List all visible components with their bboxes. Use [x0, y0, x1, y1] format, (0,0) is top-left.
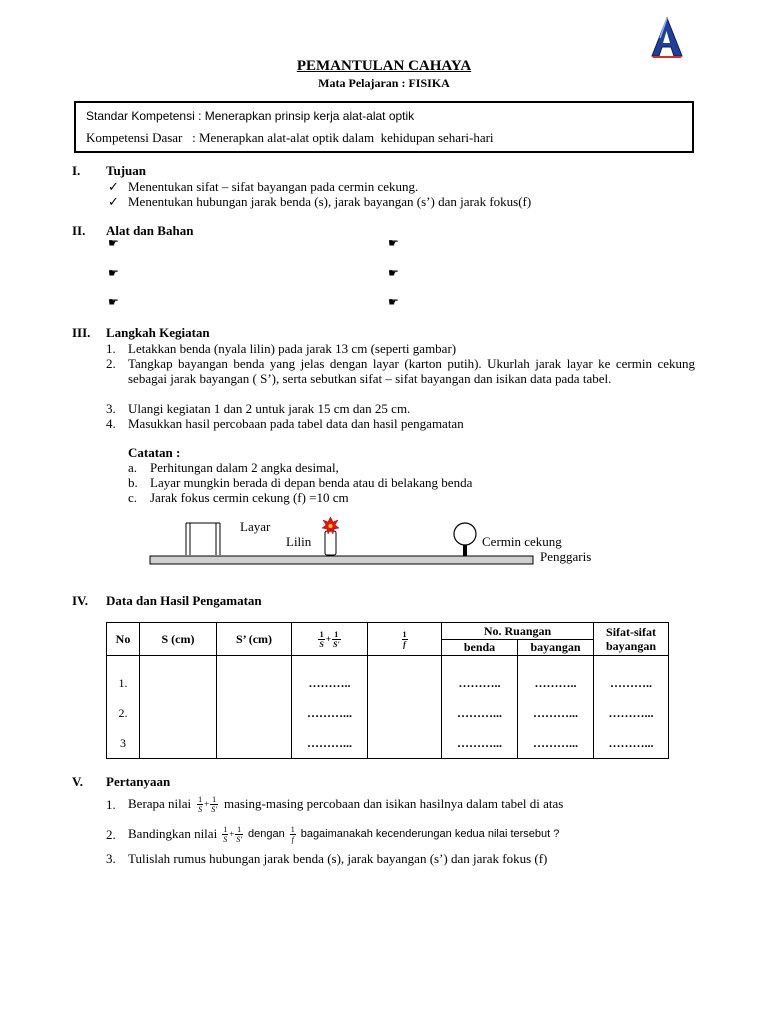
section-3-heading: Langkah Kegiatan	[106, 325, 210, 340]
checkmark-icon: ✓	[108, 179, 119, 194]
one-over-f-formula: $\frac{1}{f}$	[290, 824, 295, 844]
header-no: No	[107, 623, 140, 656]
section-4-number: IV.	[72, 593, 89, 608]
catatan-heading: Catatan :	[128, 445, 181, 460]
pointing-hand-icon: ☛	[388, 236, 399, 250]
section-3-number: III.	[72, 325, 91, 340]
header-sifat-bayangan: Sifat-sifat bayangan	[594, 623, 669, 656]
ruler-penggaris-shape	[150, 556, 533, 564]
kompetensi-box	[74, 101, 694, 153]
tujuan-item: Menentukan sifat – sifat bayangan pada cermin cekung.	[128, 179, 419, 194]
header-s-prime: S’ (cm)	[217, 623, 292, 656]
question-number: 1.	[106, 797, 116, 812]
header-sum-fraction: $\frac{1}{S}$ + $\frac{1}{S'}$	[292, 623, 368, 656]
step-text: Letakkan benda (nyala lilin) pada jarak 13 cm (seperti gambar)	[128, 341, 457, 356]
header-bayangan: bayangan	[518, 640, 594, 656]
note-text: Layar mungkin berada di depan benda atau di belakang benda	[150, 475, 473, 490]
pointing-hand-icon: ☛	[388, 295, 399, 309]
header-s: S (cm)	[140, 623, 217, 656]
page-title: PEMANTULAN CAHAYA	[296, 58, 472, 74]
label-penggaris: Penggaris	[540, 549, 592, 564]
label-cermin-cekung: Cermin cekung	[482, 534, 562, 549]
section-1-number: I.	[72, 163, 81, 178]
no-column: 1. 2. 3	[107, 656, 140, 759]
tujuan-item: Menentukan hubungan jarak benda (s), jarak bayangan (s’) dan jarak fokus(f)	[128, 194, 532, 209]
sum-column: ……….. ………... ………...	[292, 656, 368, 759]
concave-mirror-shape	[454, 523, 476, 556]
pointing-hand-icon: ☛	[108, 236, 119, 250]
question-number: 2.	[106, 827, 116, 842]
page-subtitle: Mata Pelajaran : FISIKA	[318, 76, 450, 90]
step-number: 4.	[106, 416, 116, 431]
section-2-heading: Alat dan Bahan	[106, 223, 194, 238]
step-number: 2.	[106, 356, 116, 371]
question-number: 3.	[106, 851, 116, 866]
header-one-over-f: $\frac{1}{f}$	[368, 623, 442, 656]
pointing-hand-icon: ☛	[108, 295, 119, 309]
note-text: Perhitungan dalam 2 angka desimal,	[150, 460, 339, 475]
question-2: Bandingkan nilai $\frac{1}{S}$ + $\frac{1}{S'}$ dengan $\frac{1}{f}$ bagaimanakah kecenderungan kedua nilai tersebut ?	[128, 824, 560, 844]
sum-fraction-formula: $\frac{1}{S}$ + $\frac{1}{S'}$	[198, 794, 217, 814]
table-body-row	[107, 656, 669, 759]
screen-layar-shape	[186, 523, 220, 555]
step-number: 1.	[106, 341, 116, 356]
pointing-hand-icon: ☛	[108, 266, 119, 280]
note-letter: c.	[128, 490, 138, 505]
bayangan-column: ……….. ………... ………...	[518, 656, 594, 759]
section-2-number: II.	[72, 223, 86, 238]
pointing-hand-icon: ☛	[388, 266, 399, 280]
one-over-f-column	[368, 656, 442, 759]
sifat-column: ……….. ………... ………...	[594, 656, 669, 759]
s-column	[140, 656, 217, 759]
data-table	[106, 622, 669, 759]
step-text: Ulangi kegiatan 1 dan 2 untuk jarak 15 cm dan 25 cm.	[128, 401, 411, 416]
question-3: Tulislah rumus hubungan jarak benda (s), jarak bayangan (s’) dan jarak fokus (f)	[128, 851, 548, 866]
sum-fraction-formula: $\frac{1}{S}$ + $\frac{1}{S'}$	[223, 824, 242, 844]
note-letter: b.	[128, 475, 138, 490]
note-letter: a.	[128, 460, 138, 475]
s-prime-column	[217, 656, 292, 759]
kompetensi-dasar: Kompetensi Dasar : Menerapkan alat-alat optik dalam kehidupan sehari-hari	[86, 130, 494, 145]
section-4-heading: Data dan Hasil Pengamatan	[106, 593, 262, 608]
note-text: Jarak fokus cermin cekung (f) =10 cm	[150, 490, 349, 505]
step-text: Tangkap bayangan benda yang jelas dengan layar (karton putih). Ukurlah jarak layar ke cermin cekung sebagai jarak bayangan ( S’), serta sebutkan sifat – sifat bayangan dan isikan data pada tabel.	[128, 356, 695, 386]
label-layar: Layar	[240, 519, 271, 534]
step-number: 3.	[106, 401, 116, 416]
checkmark-icon: ✓	[108, 194, 119, 209]
header-benda: benda	[442, 640, 518, 656]
step-text: Masukkan hasil percobaan pada tabel data dan hasil pengamatan	[128, 416, 464, 431]
candle-lilin-shape	[322, 517, 339, 555]
header-no-ruangan: No. Ruangan	[442, 623, 594, 640]
benda-column: ……….. ………... ………...	[442, 656, 518, 759]
section-5-heading: Pertanyaan	[106, 774, 171, 789]
standar-kompetensi: Standar Kompetensi : Menerapkan prinsip kerja alat-alat optik	[86, 109, 415, 123]
section-5-number: V.	[72, 774, 83, 789]
label-lilin: Lilin	[286, 534, 312, 549]
section-1-heading: Tujuan	[106, 163, 146, 178]
question-1: Berapa nilai $\frac{1}{S}$ + $\frac{1}{S'}$ masing-masing percobaan dan isikan hasilnya dalam tabel di atas	[128, 794, 564, 814]
